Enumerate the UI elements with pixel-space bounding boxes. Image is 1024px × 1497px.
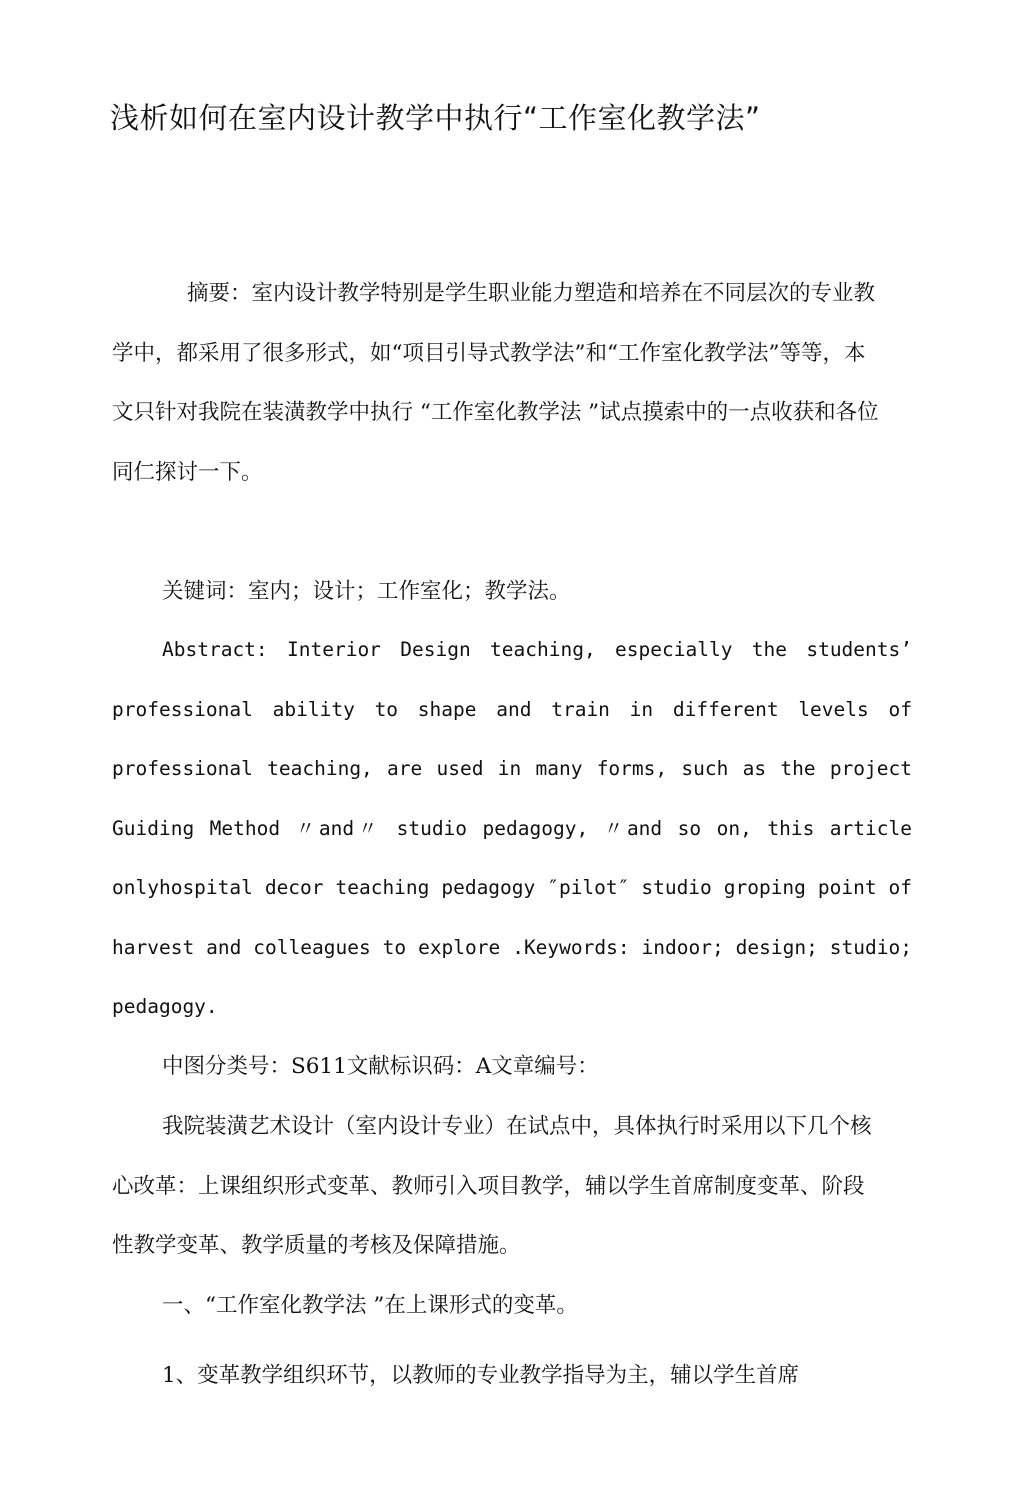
- abstract-chinese: 摘要：室内设计教学特别是学生职业能力塑造和培养在不同层次的专业教学中，都采用了很多形式，如“项目引导式教学法”和“工作室化教学法”等等，本文只针对我院在装潢教学中执行 “工作室化教学法 ”试点摸索中的一点收获和各位同仁探讨一下。: [112, 281, 879, 485]
- intro-paragraph: 我院装潢艺术设计（室内设计专业）在试点中，具体执行时采用以下几个核心改革：上课组织形式变革、教师引入项目教学，辅以学生首席制度变革、阶段性教学变革、教学质量的考核及保障措施。: [112, 1114, 872, 1258]
- list-item-1: 1、变革教学组织环节，以教师的专业教学指导为主，辅以学生首席: [162, 1363, 800, 1388]
- document-title: 浅析如何在室内设计教学中执行“工作室化教学法”: [110, 101, 761, 135]
- keywords-chinese: 关键词：室内；设计；工作室化；教学法。: [162, 579, 571, 604]
- classification-line: 中图分类号：S611文献标识码：A文章编号：: [162, 1054, 599, 1079]
- abstract-english: Abstract: Interior Design teaching, especially the students’ professional ability to shape and train in different levels of professional teaching, are used in many forms, such as the project Guiding Method 〃and〃 studio pedagogy, 〃and so on, this article onlyhospital decor teaching pedagogy ″pilot″ studio groping point of harvest and colleagues to explore .Keywords: indoor; design; studio; pedagogy.: [112, 638, 912, 1018]
- section-heading-1: 一、“工作室化教学法 ”在上课形式的变革。: [162, 1293, 578, 1318]
